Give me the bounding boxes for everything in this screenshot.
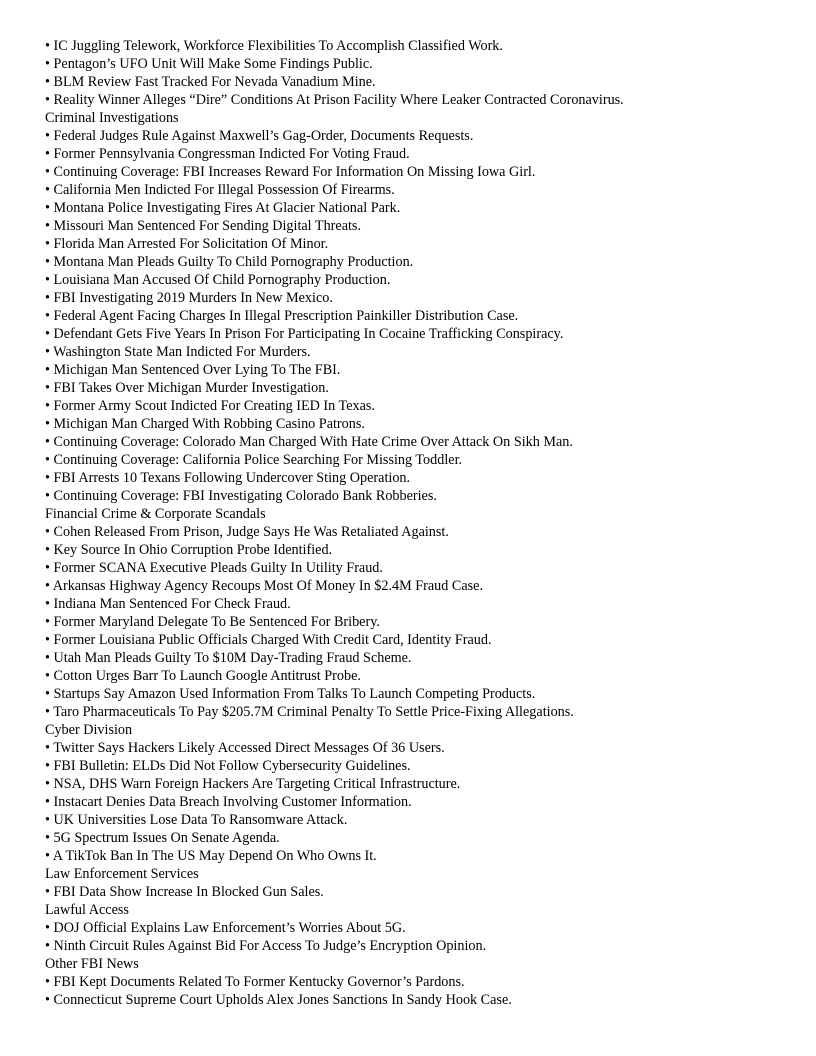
headline-item: • Former Maryland Delegate To Be Sentenced For Bribery.: [45, 614, 380, 630]
headline-item: • IC Juggling Telework, Workforce Flexibilities To Accomplish Classified Work.: [45, 38, 503, 54]
headline-item: • Missouri Man Sentenced For Sending Digital Threats.: [45, 218, 362, 234]
headline-item: • 5G Spectrum Issues On Senate Agenda.: [45, 830, 280, 846]
headline-item: • Ninth Circuit Rules Against Bid For Access To Judge’s Encryption Opinion.: [45, 938, 487, 954]
headline-item: • Instacart Denies Data Breach Involving Customer Information.: [45, 794, 412, 810]
headline-item: • Continuing Coverage: FBI Increases Reward For Information On Missing Iowa Girl.: [45, 164, 536, 180]
headline-item: • Former SCANA Executive Pleads Guilty In Utility Fraud.: [45, 560, 383, 576]
headline-item: • FBI Takes Over Michigan Murder Investigation.: [45, 380, 329, 396]
headline-item: • Cotton Urges Barr To Launch Google Antitrust Probe.: [45, 668, 361, 684]
headline-item: • Cohen Released From Prison, Judge Says He Was Retaliated Against.: [45, 524, 449, 540]
headline-item: • Michigan Man Sentenced Over Lying To The FBI.: [45, 362, 341, 378]
headline-item: • Former Louisiana Public Officials Charged With Credit Card, Identity Fraud.: [45, 632, 492, 648]
headline-item: • BLM Review Fast Tracked For Nevada Vanadium Mine.: [45, 74, 376, 90]
headline-item: • Connecticut Supreme Court Upholds Alex Jones Sanctions In Sandy Hook Case.: [45, 992, 512, 1008]
headline-item: • FBI Bulletin: ELDs Did Not Follow Cybersecurity Guidelines.: [45, 758, 411, 774]
headline-item: • Indiana Man Sentenced For Check Fraud.: [45, 596, 291, 612]
headline-item: • FBI Investigating 2019 Murders In New Mexico.: [45, 290, 333, 306]
headline-item: • Twitter Says Hackers Likely Accessed Direct Messages Of 36 Users.: [45, 740, 445, 756]
headline-item: • Arkansas Highway Agency Recoups Most Of Money In $2.4M Fraud Case.: [45, 578, 484, 594]
headline-item: • California Men Indicted For Illegal Possession Of Firearms.: [45, 182, 395, 198]
section-heading: Other FBI News: [45, 956, 139, 972]
headline-item: • Startups Say Amazon Used Information From Talks To Launch Competing Products.: [45, 686, 536, 702]
headline-item: • FBI Kept Documents Related To Former Kentucky Governor’s Pardons.: [45, 974, 465, 990]
headline-item: • FBI Arrests 10 Texans Following Undercover Sting Operation.: [45, 470, 411, 486]
headline-item: • Continuing Coverage: California Police Searching For Missing Toddler.: [45, 452, 463, 468]
headline-item: • Continuing Coverage: FBI Investigating Colorado Bank Robberies.: [45, 488, 437, 504]
headline-item: • Michigan Man Charged With Robbing Casino Patrons.: [45, 416, 365, 432]
headline-item: • NSA, DHS Warn Foreign Hackers Are Targeting Critical Infrastructure.: [45, 776, 461, 792]
section-heading: Law Enforcement Services: [45, 866, 199, 882]
headline-item: • Louisiana Man Accused Of Child Pornography Production.: [45, 272, 391, 288]
headline-item: • UK Universities Lose Data To Ransomware Attack.: [45, 812, 348, 828]
document-body: [45, 37, 805, 1009]
headline-item: • Continuing Coverage: Colorado Man Charged With Hate Crime Over Attack On Sikh Man.: [45, 434, 573, 450]
section-heading: Criminal Investigations: [45, 110, 179, 126]
headline-item: • Pentagon’s UFO Unit Will Make Some Findings Public.: [45, 56, 373, 72]
headline-item: • Former Army Scout Indicted For Creating IED In Texas.: [45, 398, 375, 414]
headline-item: • Montana Man Pleads Guilty To Child Pornography Production.: [45, 254, 414, 270]
headline-item: • Defendant Gets Five Years In Prison For Participating In Cocaine Trafficking Conspiracy.: [45, 326, 564, 342]
headline-item: • Montana Police Investigating Fires At Glacier National Park.: [45, 200, 401, 216]
headline-item: • Florida Man Arrested For Solicitation Of Minor.: [45, 236, 329, 252]
headline-item: • DOJ Official Explains Law Enforcement’s Worries About 5G.: [45, 920, 406, 936]
headline-item: • Key Source In Ohio Corruption Probe Identified.: [45, 542, 333, 558]
headline-item: • Taro Pharmaceuticals To Pay $205.7M Criminal Penalty To Settle Price-Fixing Allegations.: [45, 704, 574, 720]
section-heading: Cyber Division: [45, 722, 133, 738]
headline-item: • A TikTok Ban In The US May Depend On Who Owns It.: [45, 848, 377, 864]
headline-item: • Utah Man Pleads Guilty To $10M Day-Trading Fraud Scheme.: [45, 650, 412, 666]
headline-item: • Federal Judges Rule Against Maxwell’s Gag-Order, Documents Requests.: [45, 128, 474, 144]
headline-item: • Washington State Man Indicted For Murders.: [45, 344, 311, 360]
section-heading: Financial Crime & Corporate Scandals: [45, 506, 266, 522]
section-heading: Lawful Access: [45, 902, 129, 918]
headline-item: • FBI Data Show Increase In Blocked Gun Sales.: [45, 884, 324, 900]
headline-item: • Former Pennsylvania Congressman Indicted For Voting Fraud.: [45, 146, 410, 162]
headline-item: • Federal Agent Facing Charges In Illegal Prescription Painkiller Distribution Case.: [45, 308, 519, 324]
headline-item: • Reality Winner Alleges “Dire” Conditions At Prison Facility Where Leaker Contracted Coronavirus.: [45, 92, 624, 108]
